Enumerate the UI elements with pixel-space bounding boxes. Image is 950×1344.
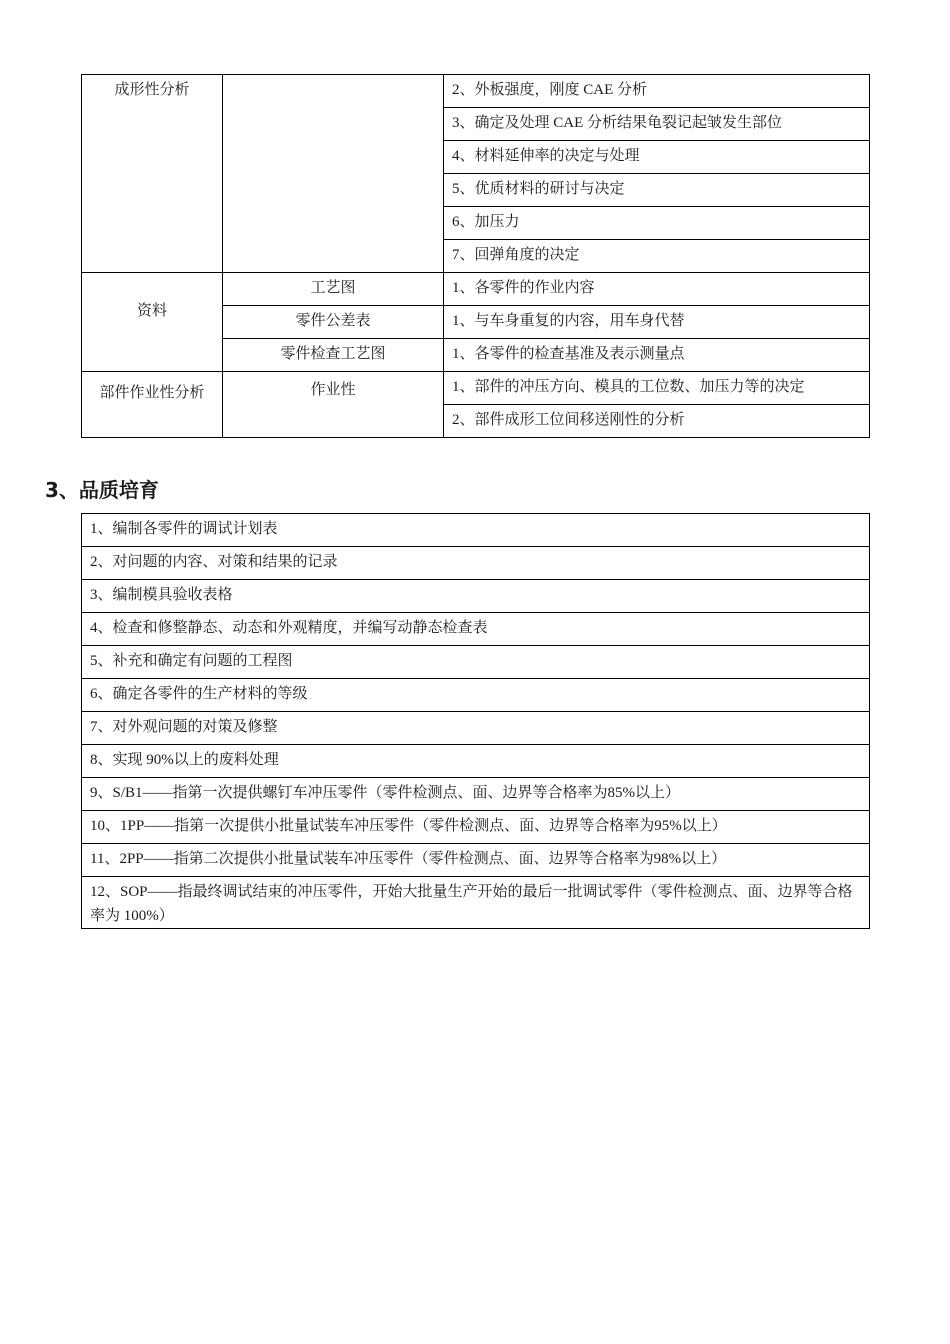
table-row <box>82 811 870 844</box>
table-cell: 1、部件的冲压方向、模具的工位数、加压力等的决定 <box>444 372 870 405</box>
table-row <box>82 514 870 547</box>
table-cell: 1、各零件的作业内容 <box>444 273 870 306</box>
table-row <box>82 712 870 745</box>
table-cell: 2、部件成形工位间移送刚性的分析 <box>444 405 870 438</box>
table-row <box>82 75 870 108</box>
table-cell: 8、实现 90%以上的废料处理 <box>82 745 870 778</box>
table-cell: 7、回弹角度的决定 <box>444 240 870 273</box>
quality-table <box>81 513 870 929</box>
section-heading: 3、品质培育 <box>45 478 159 502</box>
empty-cell <box>223 75 444 273</box>
table-cell: 3、编制模具验收表格 <box>82 580 870 613</box>
table-cell: 4、材料延伸率的决定与处理 <box>444 141 870 174</box>
table-cell: 工艺图 <box>223 273 444 306</box>
table-cell: 5、优质材料的研讨与决定 <box>444 174 870 207</box>
table-cell: 6、确定各零件的生产材料的等级 <box>82 679 870 712</box>
materials-section-label: 资料 <box>136 303 167 319</box>
table-cell: 7、对外观问题的对策及修整 <box>82 712 870 745</box>
workability-section-label: 部件作业性分析 <box>99 385 205 401</box>
table-row <box>82 273 870 306</box>
table-cell: 2、对问题的内容、对策和结果的记录 <box>82 547 870 580</box>
table-row <box>82 844 870 877</box>
table-row <box>82 679 870 712</box>
table-row <box>82 613 870 646</box>
table-row <box>82 580 870 613</box>
table-row <box>82 372 870 405</box>
table-cell: 11、2PP——指第二次提供小批量试装车冲压零件（零件检测点、面、边界等合格率为98%以上） <box>82 844 870 877</box>
analysis-table <box>81 74 870 438</box>
table-cell: 5、补充和确定有问题的工程图 <box>82 646 870 679</box>
table-cell: 10、1PP——指第一次提供小批量试装车冲压零件（零件检测点、面、边界等合格率为95%以上） <box>82 811 870 844</box>
table-cell: 4、检查和修整静态、动态和外观精度，并编写动静态检查表 <box>82 613 870 646</box>
table-cell: 3、确定及处理 CAE 分析结果龟裂记起皱发生部位 <box>444 108 870 141</box>
workability-name: 作业性 <box>310 382 356 398</box>
table-row <box>82 877 870 929</box>
table-cell: 零件检查工艺图 <box>223 339 444 372</box>
table-cell: 12、SOP——指最终调试结束的冲压零件，开始大批量生产开始的最后一批调试零件（零件检测点、面、边界等合格率为 100%） <box>82 877 870 929</box>
materials-section-cell <box>82 273 223 372</box>
forming-section-cell <box>82 75 223 273</box>
table-cell: 1、与车身重复的内容，用车身代替 <box>444 306 870 339</box>
table-row <box>82 547 870 580</box>
workability-name-cell <box>223 372 444 438</box>
table-cell: 6、加压力 <box>444 207 870 240</box>
forming-section-label: 成形性分析 <box>114 82 190 98</box>
table-row <box>82 646 870 679</box>
table-row <box>82 745 870 778</box>
table-cell: 1、各零件的检查基准及表示测量点 <box>444 339 870 372</box>
table-cell: 零件公差表 <box>223 306 444 339</box>
table-cell: 9、S/B1——指第一次提供螺钉车冲压零件（零件检测点、面、边界等合格率为85%以上） <box>82 778 870 811</box>
workability-section-cell <box>82 372 223 438</box>
table-cell: 2、外板强度，刚度 CAE 分析 <box>444 75 870 108</box>
table-cell: 1、编制各零件的调试计划表 <box>82 514 870 547</box>
table-row <box>82 778 870 811</box>
